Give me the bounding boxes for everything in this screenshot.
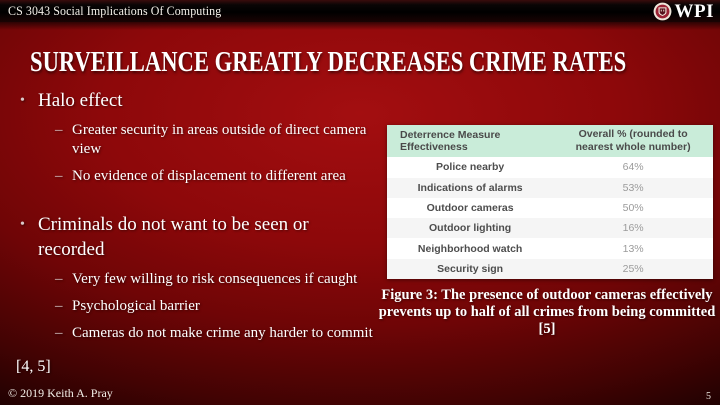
table-cell-measure: Neighborhood watch — [417, 242, 523, 255]
wpi-seal-icon — [653, 2, 672, 21]
bullet-label: • Criminals do not want to be seen or recorded — [38, 214, 309, 260]
table-row — [387, 259, 713, 279]
sub-bullet-label: – Cameras do not make crime any harder to commit — [72, 325, 373, 341]
table-row — [387, 178, 713, 198]
table-cell-measure: Security sign — [437, 262, 504, 275]
bullet-item — [16, 212, 380, 262]
table-cell-percent: 53% — [622, 181, 644, 194]
citation-refs: [4, 5] — [16, 358, 51, 375]
slide-title: SURVEILLANCE GREATLY DECREASES CRIME RATES — [30, 46, 627, 78]
table-cell-measure: Police nearby — [435, 161, 505, 174]
bullet-group-criminals — [16, 212, 380, 343]
sub-bullet-item — [54, 324, 380, 343]
sub-bullet-item — [54, 121, 380, 159]
wpi-logo-text: WPI — [674, 0, 714, 22]
table-header-row — [387, 125, 713, 157]
course-title: CS 3043 Social Implications Of Computing — [8, 3, 222, 18]
bullet-label: • Halo effect — [38, 90, 123, 111]
deterrence-table — [387, 125, 713, 279]
table-row — [387, 198, 713, 218]
sub-bullet-item — [54, 167, 380, 186]
table-cell-percent: 16% — [622, 222, 644, 235]
table-cell-percent: 64% — [622, 161, 644, 174]
header-fade — [0, 22, 720, 30]
table-cell-percent: 25% — [622, 262, 644, 275]
bullet-item — [16, 88, 380, 113]
page-number: 5 — [706, 391, 711, 402]
table-row — [387, 238, 713, 258]
bullet-group-halo-effect — [16, 88, 380, 186]
table-cell-measure: Outdoor lighting — [429, 222, 512, 235]
table-cell-measure: Indications of alarms — [417, 181, 523, 194]
table-cell-percent: 50% — [622, 201, 644, 214]
table-header-percent: Overall % (rounded to nearest whole number) — [575, 128, 691, 154]
sub-bullet-label: – No evidence of displacement to different area — [72, 168, 346, 184]
footer-copyright: © 2019 Keith A. Pray — [8, 386, 113, 400]
table-header-measure: Deterrence Measure Effectiveness — [400, 129, 501, 154]
table-cell-measure: Outdoor cameras — [426, 201, 514, 214]
wpi-logo — [653, 2, 715, 21]
sub-bullet-item — [54, 270, 380, 289]
table-cell-percent: 13% — [622, 242, 644, 255]
bullet-list — [16, 88, 380, 343]
table-row — [387, 218, 713, 238]
table-row — [387, 157, 713, 177]
figure-caption: Figure 3: The presence of outdoor cameras effectively prevents up to half of all crimes from being committed [5] — [378, 287, 716, 337]
sub-bullet-label: – Very few willing to risk consequences if caught — [72, 271, 358, 287]
header-bar — [0, 0, 720, 22]
sub-bullet-label: – Psychological barrier — [72, 298, 200, 314]
sub-bullet-label: – Greater security in areas outside of direct camera view — [72, 122, 367, 157]
sub-bullet-item — [54, 297, 380, 316]
